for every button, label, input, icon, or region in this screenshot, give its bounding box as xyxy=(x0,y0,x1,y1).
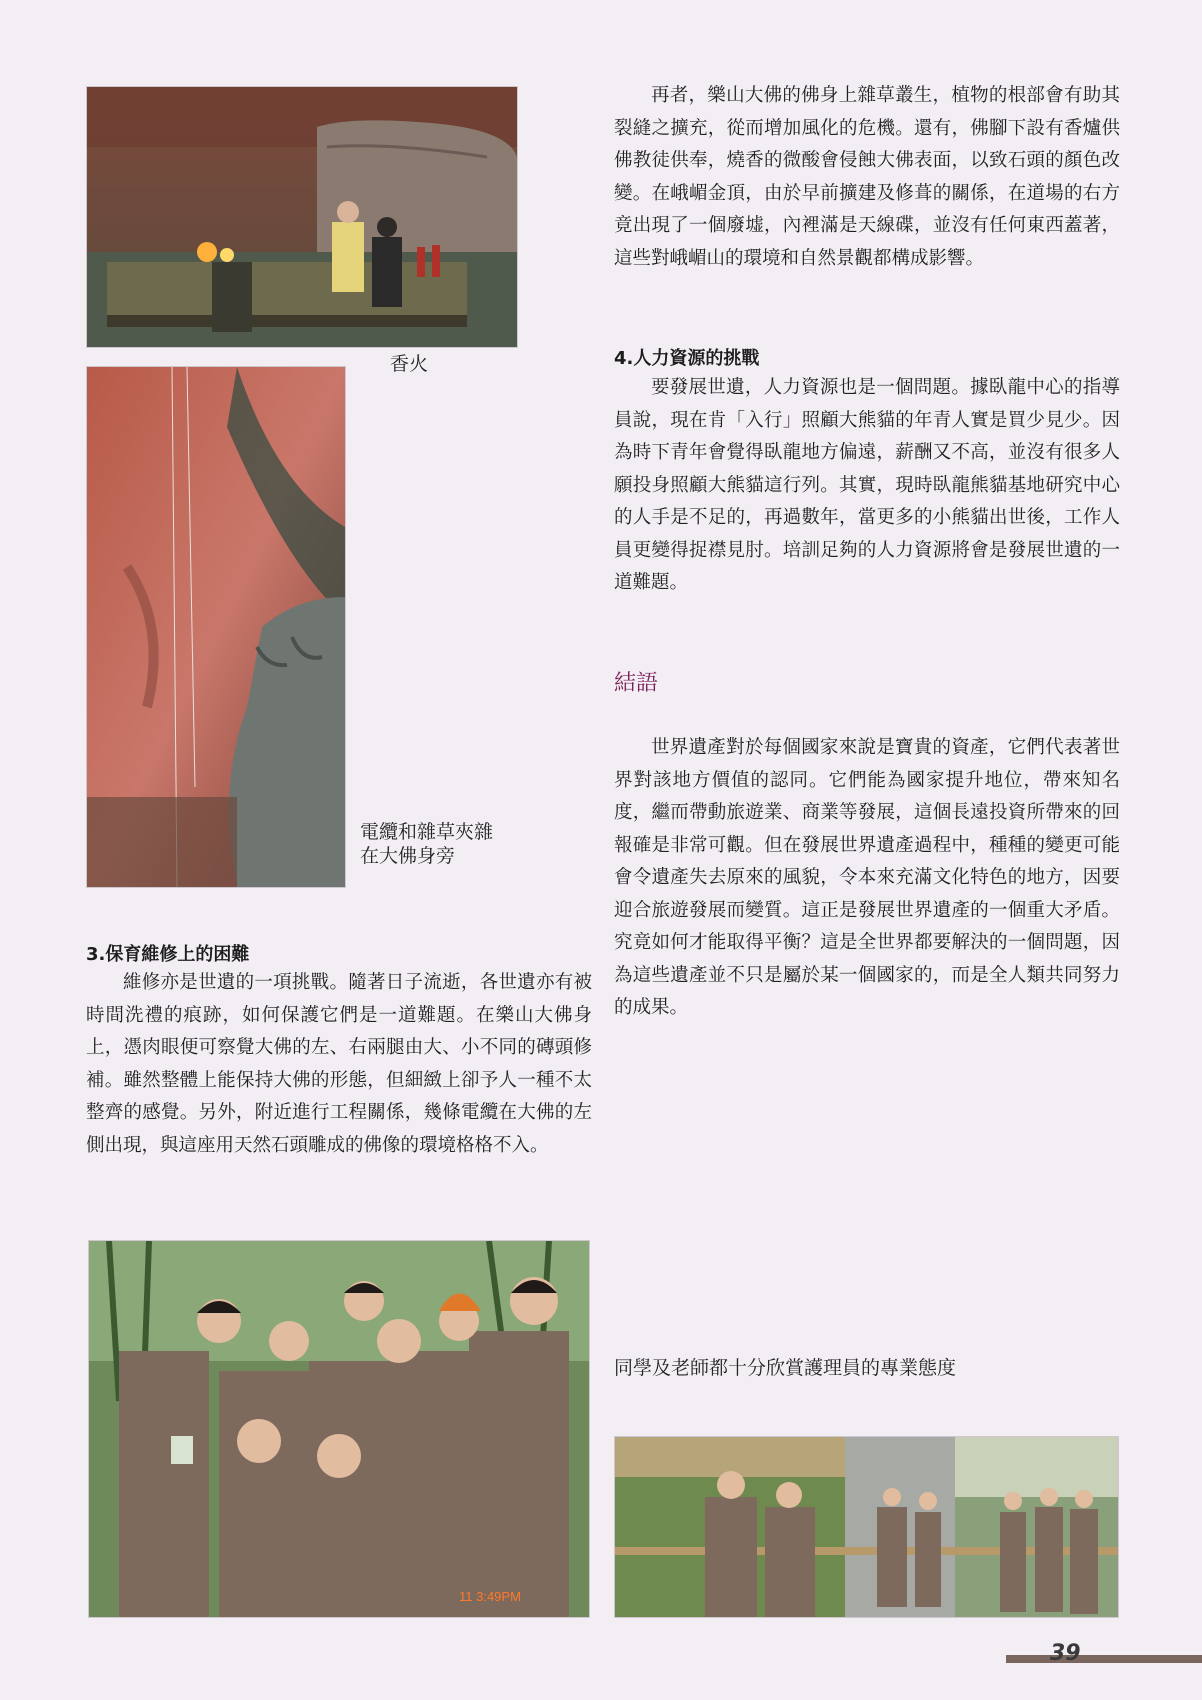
section-4-heading: 4.人力資源的挑戰 xyxy=(614,348,760,369)
conclusion-title: 結語 xyxy=(614,671,659,696)
panda-base-illustration xyxy=(615,1437,1118,1617)
cliff-photo-caption: 電纜和雜草夾雜 在大佛身旁 xyxy=(360,821,494,867)
panda-base-photo xyxy=(614,1436,1119,1618)
page-footer-rule xyxy=(1006,1655,1202,1663)
incense-altar-photo xyxy=(86,86,518,348)
incense-photo-caption: 香火 xyxy=(390,353,429,375)
conclusion-paragraph: 世界遺產對於每個國家來說是寶貴的資產，它們代表著世界對該地方價值的認同。它們能為國家提升地位，帶來知名度，繼而帶動旅遊業、商業等發展，這個長遠投資所帶來的回報確是非常可觀。但在發展世界遺產過程中，種種的變更可能會令遺產失去原來的風貌，令本來充滿文化特色的地方，因要迎合旅遊發展而變質。這正是發展世界遺產的一個重大矛盾。究竟如何才能取得平衡？這是全世界都要解決的一個問題，因為這些遺產並不只是屬於某一個國家的，而是全人類共同努力的成果。 xyxy=(614,737,1120,1018)
buddha-cliff-photo xyxy=(86,366,346,888)
section-3-paragraph: 維修亦是世遺的一項挑戰。隨著日子流逝，各世遺亦有被時間洗禮的痕跡，如何保護它們是一道難題。在樂山大佛身上，憑肉眼便可察覺大佛的左、右兩腿由大、小不同的磚頭修補。雖然整體上能保持大佛的形態，但細緻上卻予人一種不太整齊的感覺。另外，附近進行工程關係，幾條電纜在大佛的左側出現，與這座用天然石頭雕成的佛像的環境格格不入。 xyxy=(86,972,592,1156)
students-group-photo xyxy=(88,1240,590,1618)
buddha-cliff-illustration xyxy=(87,367,345,887)
page-number: 39 xyxy=(1050,1641,1081,1666)
students-group-illustration xyxy=(89,1241,589,1617)
photo-timestamp: 11 3:49PM xyxy=(459,1589,521,1604)
section-4-paragraph: 要發展世遺，人力資源也是一個問題。據臥龍中心的指導員說，現在肯「入行」照顧大熊貓的年青人實是買少見少。因為時下青年會覺得臥龍地方偏遠，薪酬又不高，並沒有很多人願投身照顧大熊貓這行列。其實，現時臥龍熊貓基地研究中心的人手是不足的，再過數年，當更多的小熊貓出世後，工作人員更變得捉襟見肘。培訓足夠的人力資源將會是發展世遺的一道難題。 xyxy=(614,377,1120,593)
incense-altar-illustration xyxy=(87,87,517,347)
panda-photo-caption: 同學及老師都十分欣賞護理員的專業態度 xyxy=(614,1357,957,1379)
intro-paragraph: 再者，樂山大佛的佛身上雜草叢生，植物的根部會有助其裂縫之擴充，從而增加風化的危機。還有，佛腳下設有香爐供佛教徒供奉，燒香的微酸會侵蝕大佛表面，以致石頭的顏色改變。在峨嵋金頂，由於早前擴建及修葺的關係，在道場的右方竟出現了一個廢墟，內裡滿是天線碟，並沒有任何東西蓋著，這些對峨嵋山的環境和自然景觀都構成影響。 xyxy=(614,85,1120,269)
section-3-heading: 3.保育維修上的困難 xyxy=(86,944,250,965)
